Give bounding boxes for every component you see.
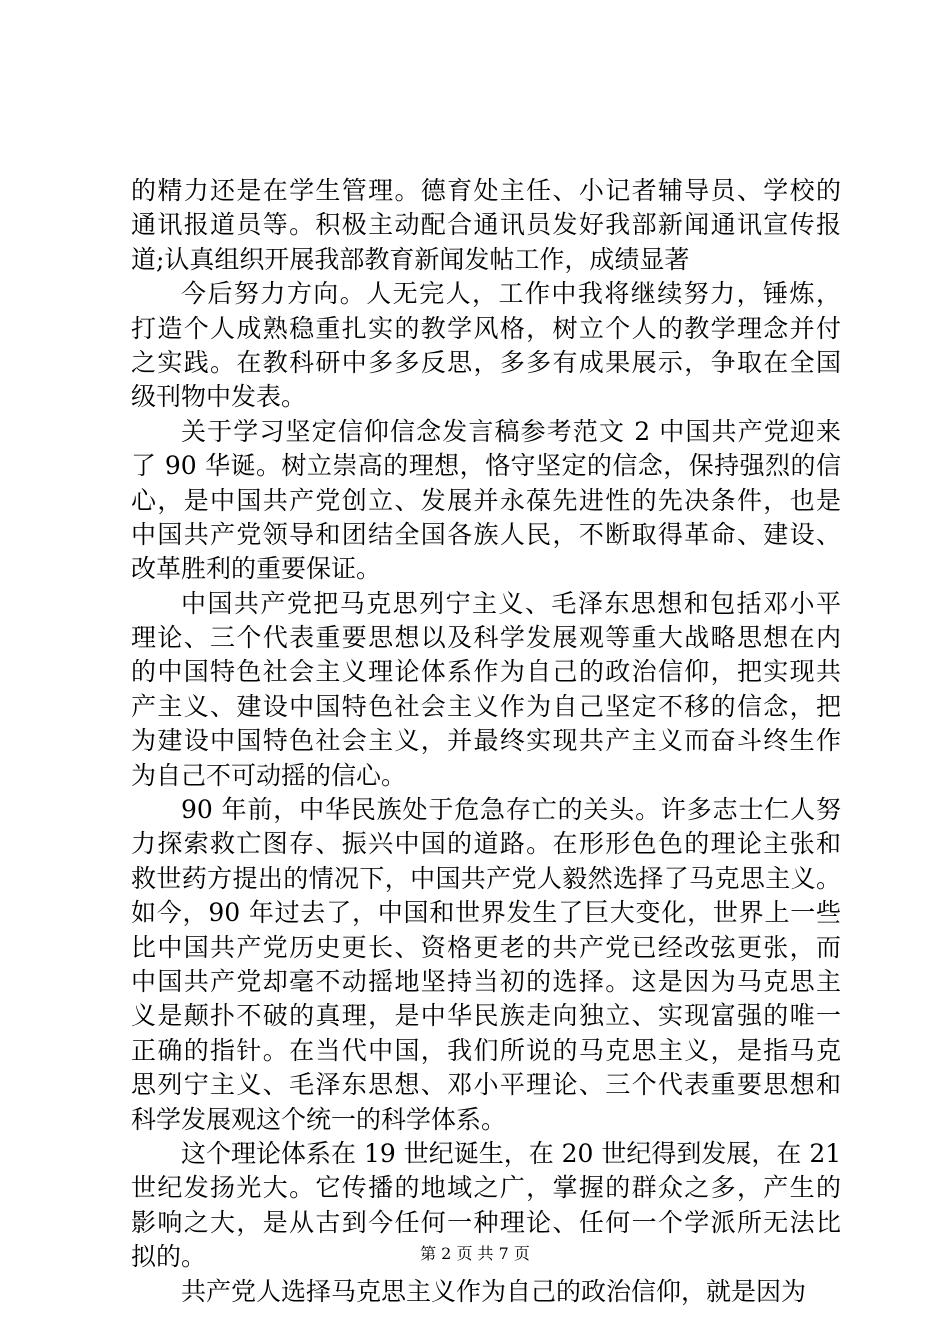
text-line: 为建设中国特色社会主义，并最终实现共产主义而奋斗终生作: [131, 726, 841, 756]
text-line: 90 年前，中华民族处于危急存亡的关头。许多志士仁人努: [181, 795, 841, 825]
text-line: 中国共产党把马克思列宁主义、毛泽东思想和包括邓小平: [181, 588, 841, 618]
text-line: 义是颠扑不破的真理，是中华民族走向独立、实现富强的唯一: [131, 1001, 841, 1031]
text-line: 救世药方提出的情况下，中国共产党人毅然选择了马克思主义。: [131, 863, 841, 893]
text-line: 科学发展观这个统一的科学体系。: [131, 1104, 507, 1134]
text-line: 今后努力方向。人无完人，工作中我将继续努力，锤炼，: [181, 279, 841, 309]
text-line: 理论、三个代表重要思想以及科学发展观等重大战略思想在内: [131, 623, 841, 653]
text-line: 道;认真组织开展我部教育新闻发帖工作，成绩显著: [131, 244, 690, 274]
text-line: 影响之大，是从古到今任何一种理论、任何一个学派所无法比: [131, 1207, 841, 1237]
text-line: 思列宁主义、毛泽东思想、邓小平理论、三个代表重要思想和: [131, 1070, 841, 1100]
text-line: 通讯报道员等。积极主动配合通讯员发好我部新闻通讯宣传报: [131, 210, 841, 240]
text-line: 产主义、建设中国特色社会主义作为自己坚定不移的信念，把: [131, 691, 841, 721]
text-line: 打造个人成熟稳重扎实的教学风格，树立个人的教学理念并付: [131, 313, 841, 343]
text-line: 中国共产党却毫不动摇地坚持当初的选择。这是因为马克思主: [131, 966, 841, 996]
document-body: [131, 174, 841, 1309]
text-line: 的精力还是在学生管理。德育处主任、小记者辅导员、学校的: [131, 176, 841, 205]
text-line: 为自己不可动摇的信心。: [131, 760, 407, 790]
text-line: 的中国特色社会主义理论体系作为自己的政治信仰，把实现共: [131, 657, 841, 687]
text-line: 这个理论体系在 19 世纪诞生，在 20 世纪得到发展，在 21: [181, 1138, 842, 1168]
text-line: 级刊物中发表。: [131, 382, 307, 412]
text-line: 改革胜利的重要保证。: [131, 554, 382, 584]
text-line: 共产党人选择马克思主义作为自己的政治信仰，就是因为: [181, 1276, 807, 1306]
text-line: 了 90 华诞。树立崇高的理想，恪守坚定的信念，保持强烈的信: [131, 451, 841, 481]
text-line: 力探索救亡图存、振兴中国的道路。在形形色色的理论主张和: [131, 829, 841, 859]
text-line: 心，是中国共产党创立、发展并永葆先进性的先决条件，也是: [131, 485, 841, 515]
text-line: 拟的。: [131, 1242, 207, 1272]
text-line: 正确的指针。在当代中国，我们所说的马克思主义，是指马克: [131, 1035, 841, 1065]
text-line: 如今，90 年过去了，中国和世界发生了巨大变化，世界上一些: [131, 898, 841, 928]
text-line: 中国共产党领导和团结全国各族人民，不断取得革命、建设、: [131, 519, 841, 549]
page-footer: 第 2 页 共 7 页: [420, 1244, 530, 1263]
text-line: 关于学习坚定信仰信念发言稿参考范文 2 中国共产党迎来: [181, 416, 841, 446]
text-line: 世纪发扬光大。它传播的地域之广，掌握的群众之多，产生的: [131, 1173, 841, 1203]
text-line: 之实践。在教科研中多多反思，多多有成果展示，争取在全国: [131, 347, 841, 377]
text-line: 比中国共产党历史更长、资格更老的共产党已经改弦更张，而: [131, 932, 841, 962]
